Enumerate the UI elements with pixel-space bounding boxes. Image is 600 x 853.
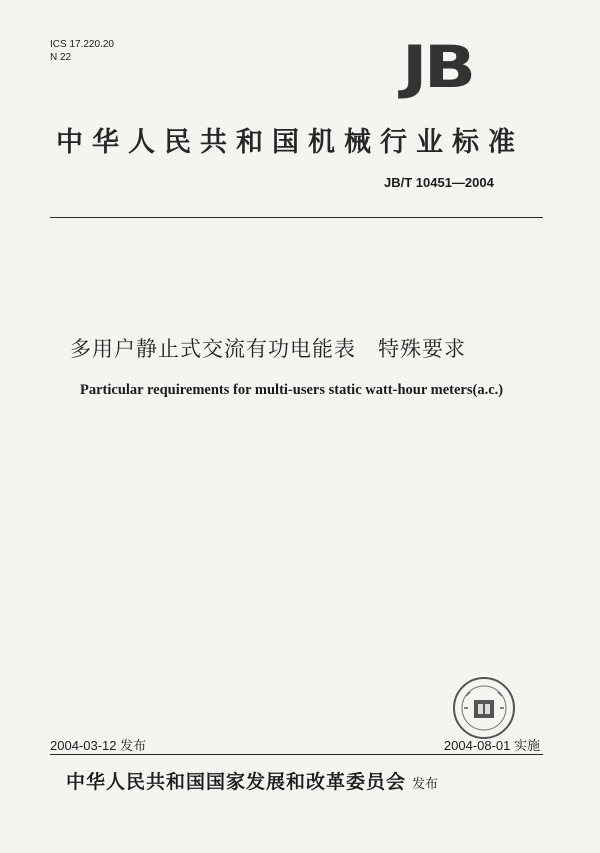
classification-codes [50,38,114,64]
issue-date: 2004-03-12 发布 [50,738,147,753]
implementation-date: 2004-08-01 实施 [443,738,540,753]
top-divider [50,217,543,218]
publisher-seal-icon [452,676,516,740]
ics-code: ICS 17.220.20 [50,39,114,50]
title-english: Particular requirements for multi-users static watt-hour meters(a.c.) [80,382,504,398]
publisher-suffix: 发布 [412,777,439,792]
org-title: 中华人民共和国机械行业标准 [56,127,524,158]
publisher-line [66,767,438,794]
publisher-name: 中华人民共和国国家发展和改革委员会 [66,771,407,793]
jb-logo: JB [402,33,473,101]
title-chinese: 多用户静止式交流有功电能表 特殊要求 [70,337,466,361]
ccs-code: N 22 [50,52,72,63]
bottom-divider [50,754,543,755]
standard-number: JB/T 10451—2004 [384,175,494,190]
